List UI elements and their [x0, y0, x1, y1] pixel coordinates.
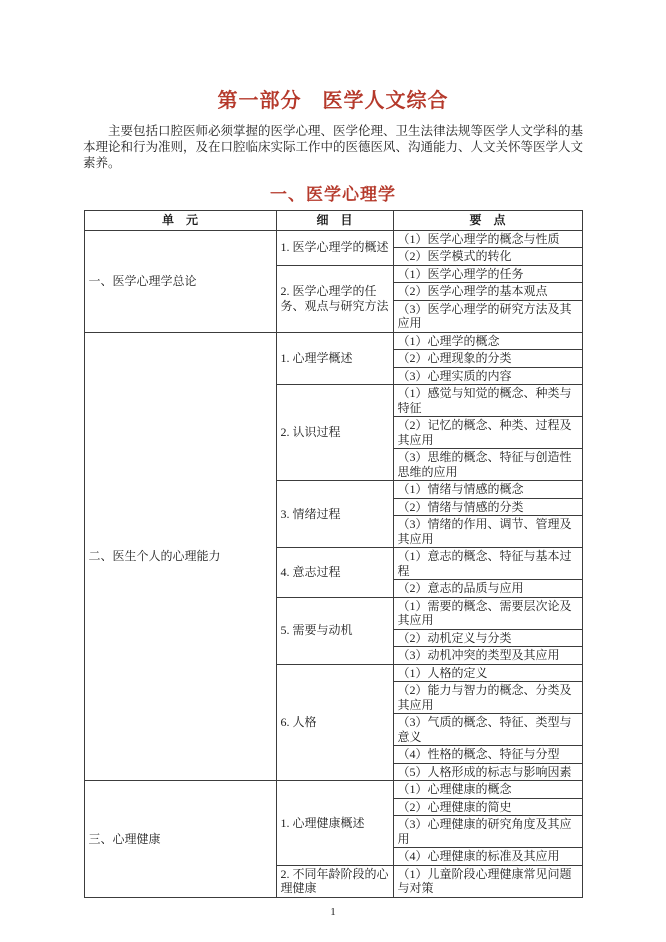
- point-cell: （4）心理健康的标准及其应用: [393, 848, 582, 866]
- point-cell: （3）心理健康的研究角度及其应用: [393, 816, 582, 848]
- point-cell: （1）意志的概念、特征与基本过程: [393, 548, 582, 580]
- point-cell: （3）情绪的作用、调节、管理及其应用: [393, 516, 582, 548]
- table-row: [84, 230, 582, 248]
- point-cell: （1）感觉与知觉的概念、种类与特征: [393, 385, 582, 417]
- section-heading: 一、医学心理学: [270, 185, 396, 204]
- point-cell: （2）医学心理学的基本观点: [393, 283, 582, 301]
- detail-cell: 2. 医学心理学的任务、观点与研究方法: [276, 265, 393, 332]
- point-cell: （1）心理健康的概念: [393, 781, 582, 799]
- syllabus-table-body: [84, 230, 582, 897]
- syllabus-table: [84, 210, 583, 898]
- detail-cell: 1. 心理学概述: [276, 332, 393, 385]
- point-cell: （1）儿童阶段心理健康常见问题与对策: [393, 865, 582, 897]
- detail-cell: 5. 需要与动机: [276, 597, 393, 664]
- point-cell: （1）医学心理学的概念与性质: [393, 230, 582, 248]
- point-cell: （1）需要的概念、需要层次论及其应用: [393, 597, 582, 629]
- column-header-points: 要 点: [393, 211, 582, 231]
- point-cell: （2）意志的品质与应用: [393, 580, 582, 598]
- detail-cell: 4. 意志过程: [276, 548, 393, 598]
- table-header-row: [84, 211, 582, 231]
- detail-cell: 3. 情绪过程: [276, 481, 393, 548]
- point-cell: （5）人格形成的标志与影响因素: [393, 763, 582, 781]
- point-cell: （1）医学心理学的任务: [393, 265, 582, 283]
- unit-cell: 一、医学心理学总论: [84, 230, 276, 332]
- detail-cell: 2. 不同年龄阶段的心理健康: [276, 865, 393, 897]
- detail-cell: 6. 人格: [276, 664, 393, 781]
- unit-cell: 三、心理健康: [84, 781, 276, 898]
- page-number: 1: [330, 905, 336, 918]
- point-cell: （2）能力与智力的概念、分类及其应用: [393, 682, 582, 714]
- document-title: 第一部分 医学人文综合: [217, 90, 449, 112]
- point-cell: （2）动机定义与分类: [393, 629, 582, 647]
- unit-cell: 二、医生个人的心理能力: [84, 332, 276, 781]
- table-row: [84, 332, 582, 350]
- point-cell: （1）心理学的概念: [393, 332, 582, 350]
- point-cell: （3）思维的概念、特征与创造性思维的应用: [393, 449, 582, 481]
- intro-paragraph: 主要包括口腔医师必须掌握的医学心理、医学伦理、卫生法律法规等医学人文学科的基本理论和行为准则，及在口腔临床实际工作中的医德医风、沟通能力、人文关怀等医学人文素养。: [83, 124, 584, 170]
- point-cell: （2）医学模式的转化: [393, 248, 582, 266]
- column-header-detail: 细 目: [276, 211, 393, 231]
- detail-cell: 1. 心理健康概述: [276, 781, 393, 866]
- point-cell: （2）心理现象的分类: [393, 350, 582, 368]
- point-cell: （2）记忆的概念、种类、过程及其应用: [393, 417, 582, 449]
- point-cell: （1）情绪与情感的概念: [393, 481, 582, 499]
- point-cell: （4）性格的概念、特征与分型: [393, 746, 582, 764]
- point-cell: （2）心理健康的简史: [393, 798, 582, 816]
- point-cell: （3）医学心理学的研究方法及其应用: [393, 300, 582, 332]
- point-cell: （3）气质的概念、特征、类型与意义: [393, 714, 582, 746]
- point-cell: （3）心理实质的内容: [393, 367, 582, 385]
- detail-cell: 1. 医学心理学的概述: [276, 230, 393, 265]
- table-row: [84, 781, 582, 799]
- column-header-unit: 单 元: [84, 211, 276, 231]
- point-cell: （3）动机冲突的类型及其应用: [393, 647, 582, 665]
- point-cell: （2）情绪与情感的分类: [393, 498, 582, 516]
- point-cell: （1）人格的定义: [393, 664, 582, 682]
- detail-cell: 2. 认识过程: [276, 385, 393, 481]
